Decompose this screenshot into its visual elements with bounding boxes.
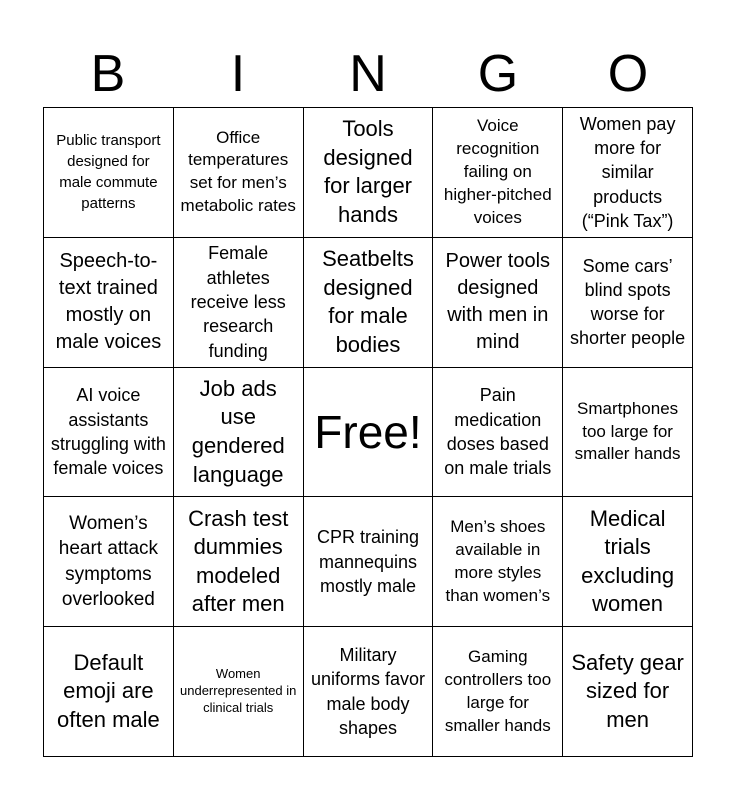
bingo-board — [43, 107, 693, 757]
header-letter-g: G — [477, 45, 519, 103]
bingo-cell-text: Female athletes receive less research funding — [190, 243, 286, 361]
header-letter-o: O — [607, 45, 649, 103]
bingo-cell[interactable] — [44, 238, 174, 368]
bingo-cell[interactable] — [563, 108, 693, 238]
bingo-cell[interactable] — [433, 627, 563, 757]
header-letter-n: N — [349, 45, 387, 103]
free-space[interactable] — [304, 368, 434, 498]
bingo-cell[interactable] — [174, 368, 304, 498]
bingo-cell-text: Military uniforms favor male body shapes — [310, 645, 426, 738]
bingo-cell[interactable] — [44, 108, 174, 238]
bingo-cell-text: Gaming controllers too large for smaller hands — [444, 646, 552, 735]
bingo-cell[interactable] — [433, 108, 563, 238]
bingo-cell[interactable] — [563, 497, 693, 627]
bingo-cell[interactable] — [563, 238, 693, 368]
bingo-cell[interactable] — [433, 368, 563, 498]
bingo-cell[interactable] — [174, 497, 304, 627]
bingo-cell-text: Seatbelts designed for male bodies — [322, 246, 414, 357]
header-letter-b: B — [90, 45, 126, 103]
bingo-cell-text: Job ads use gendered language — [191, 375, 285, 487]
free-space-text: Free! — [314, 405, 422, 458]
bingo-cell[interactable] — [174, 108, 304, 238]
bingo-cell[interactable] — [174, 238, 304, 368]
bingo-cell-text: Women pay more for similar products (“Pink Tax”) — [579, 113, 676, 231]
bingo-cell-text: AI voice assistants struggling with female voices — [50, 385, 166, 479]
bingo-cell[interactable] — [563, 368, 693, 498]
bingo-cell-text: Public transport designed for male commute patterns — [56, 132, 161, 213]
bingo-cell[interactable] — [433, 497, 563, 627]
bingo-cell-text: Pain medication doses based on male trials — [444, 385, 552, 479]
header-letter-i: I — [230, 45, 246, 103]
bingo-cell[interactable] — [304, 108, 434, 238]
bingo-cell-text: Crash test dummies modeled after men — [188, 505, 289, 617]
bingo-cell-text: Office temperatures set for men’s metabolic rates — [180, 127, 296, 216]
bingo-cell-text: Some cars’ blind spots worse for shorter people — [570, 255, 686, 349]
bingo-cell-text: Voice recognition failing on higher-pitched voices — [443, 116, 552, 227]
bingo-cell-text: Women underrepresented in clinical trials — [180, 666, 297, 716]
bingo-cell[interactable] — [174, 627, 304, 757]
bingo-cell-text: Smartphones too large for smaller hands — [574, 398, 681, 464]
bingo-cell-text: CPR training mannequins mostly male — [316, 527, 420, 596]
bingo-cell-text: Speech-to-text trained mostly on male voices — [55, 250, 162, 354]
bingo-cell-text: Safety gear sized for men — [571, 649, 684, 732]
bingo-cell-text: Men’s shoes available in more styles than women’s — [445, 516, 551, 605]
bingo-cell[interactable] — [44, 497, 174, 627]
bingo-cell[interactable] — [304, 497, 434, 627]
bingo-cell[interactable] — [44, 627, 174, 757]
bingo-cell-text: Tools designed for larger hands — [323, 116, 413, 227]
bingo-cell-text: Default emoji are often male — [57, 649, 160, 732]
bingo-cell[interactable] — [44, 368, 174, 498]
bingo-cell-text: Power tools designed with men in mind — [445, 250, 551, 354]
bingo-header — [43, 40, 693, 108]
bingo-cell-text: Medical trials excluding women — [581, 505, 675, 617]
bingo-cell[interactable] — [304, 238, 434, 368]
bingo-cell[interactable] — [563, 627, 693, 757]
bingo-cell[interactable] — [433, 238, 563, 368]
bingo-cell-text: Women’s heart attack symptoms overlooked — [58, 512, 159, 611]
bingo-cell[interactable] — [304, 627, 434, 757]
